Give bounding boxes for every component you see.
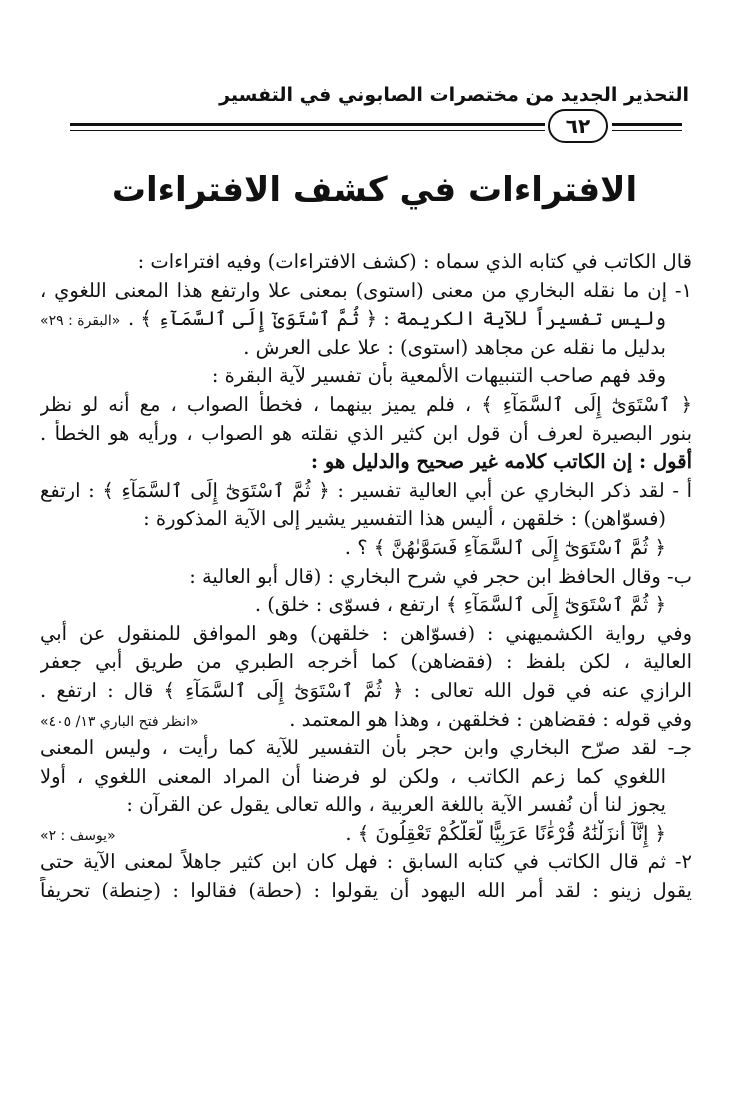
- page-number: ٦٢: [548, 109, 608, 143]
- header-rule: [70, 123, 545, 126]
- header-rule: [70, 130, 545, 131]
- text-line: ٢- ثم قال الكاتب في كتابه السابق : فهل كان ابن كثير جاهلاً لمعنى الآية حتى: [40, 850, 692, 874]
- text-line: أ - لقد ذكر البخاري عن أبي العالية تفسير : ﴿ ثُمَّ ٱسْتَوَىٰٓ إِلَى ٱلسَّمَآءِ ﴾ : ارتفع: [40, 478, 692, 502]
- text-line: العالية ، لكن بلفظ : (فقضاهن) كما أخرجه الطبري من طريق أبي جعفر: [40, 650, 692, 674]
- text-line: يقول زينو : لقد أمر الله اليهود أن يقولوا : (حطة) فقالوا : (حِنطة) تحريفاً: [40, 879, 692, 903]
- quran-reference: «يوسف : ٢»: [40, 827, 116, 844]
- text-line: يجوز لنا أن نُفسر الآية باللغة العربية ، والله تعالى يقول عن القرآن :: [126, 793, 666, 817]
- text-line: ﴿ ٱسْتَوَىٰٓ إِلَى ٱلسَّمَآءِ ﴾ ، فلم يميز بينهما ، فخطأ الصواب ، مع أنه لو نظر: [40, 392, 692, 416]
- text-line: ١- إن ما نقله البخاري من معنى (استوى) بمعنى علا وارتفع هذا المعنى اللغوي ،: [40, 278, 692, 302]
- text-line: [40, 820, 692, 849]
- body-text: [40, 248, 692, 906]
- text-line: (فسوّاهن) : خلقهن ، أليس هذا التفسير يشير إلى الآية المذكورة :: [143, 507, 666, 531]
- text-line: وقد فهم صاحب التنبيهات الألمعية بأن تفسير لآية البقرة :: [211, 364, 666, 388]
- text-line: بدليل ما نقله عن مجاهد (استوى) : علا على العرش .: [243, 335, 666, 359]
- text-line: ب- وقال الحافظ ابن حجر في شرح البخاري : (قال أبو العالية :: [189, 564, 692, 588]
- line-text: وليس تفسيراً للآية الكريمة : ﴿ ثُمَّ ٱسْتَوَىٰٓ إِلَى ٱلسَّمَآءِ ﴾ .: [128, 307, 666, 331]
- text-line: [40, 305, 692, 334]
- source-reference: «انظر فتح الباري ١٣/ ٤٠٥»: [40, 713, 199, 730]
- line-text: ﴿ إِنَّآ أَنزَلْنَٰهُ قُرْءَٰنًا عَرَبِيًّا لَّعَلَّكُمْ تَعْقِلُونَ ﴾ .: [345, 821, 666, 845]
- text-line: ﴿ ثُمَّ ٱسْتَوَىٰٓ إِلَى ٱلسَّمَآءِ ﴾ ارتفع ، فسوّى : خلق) .: [254, 593, 666, 617]
- text-line: ﴿ ثُمَّ ٱسْتَوَىٰٓ إِلَى ٱلسَّمَآءِ فَسَوَّىٰهُنَّ ﴾ ؟ .: [344, 535, 666, 559]
- text-line: قال الكاتب في كتابه الذي سماه : (كشف الافتراءات) وفيه افتراءات :: [137, 250, 692, 273]
- text-line: وفي رواية الكشميهني : (فسوّاهن : خلقهن) وهو الموافق للمنقول عن أبي: [40, 621, 692, 645]
- header-rule: [612, 123, 682, 126]
- chapter-title: الافتراءات في كشف الافتراءات: [111, 170, 638, 210]
- text-line: بنور البصيرة لعرف أن قول ابن كثير الذي نقلته هو الصواب ، ورأيه هو الخطأ .: [40, 421, 692, 445]
- text-line: جـ- لقد صرّح البخاري وابن حجر بأن التفسير للآية كما رأيت ، وليس المعنى: [40, 736, 692, 760]
- text-line: أقول : إن الكاتب كلامه غير صحيح والدليل هو :: [310, 450, 692, 474]
- text-line: الرازي عنه في قول الله تعالى : ﴿ ثُمَّ ٱسْتَوَىٰٓ إِلَى ٱلسَّمَآءِ ﴾ قال : ارتفع .: [40, 678, 692, 702]
- text-line: [40, 706, 692, 735]
- quran-reference: «البقرة : ٢٩»: [40, 313, 121, 330]
- header-rule: [612, 130, 682, 131]
- running-title: التحذير الجديد من مختصرات الصابوني في التفسير: [219, 84, 689, 106]
- line-text: وفي قوله : فقضاهن : فخلقهن ، وهذا هو المعتمد .: [289, 707, 692, 731]
- text-line: اللغوي كما زعم الكاتب ، ولكن لو فرضنا أن المراد المعنى اللغوي ، أولا: [40, 764, 666, 788]
